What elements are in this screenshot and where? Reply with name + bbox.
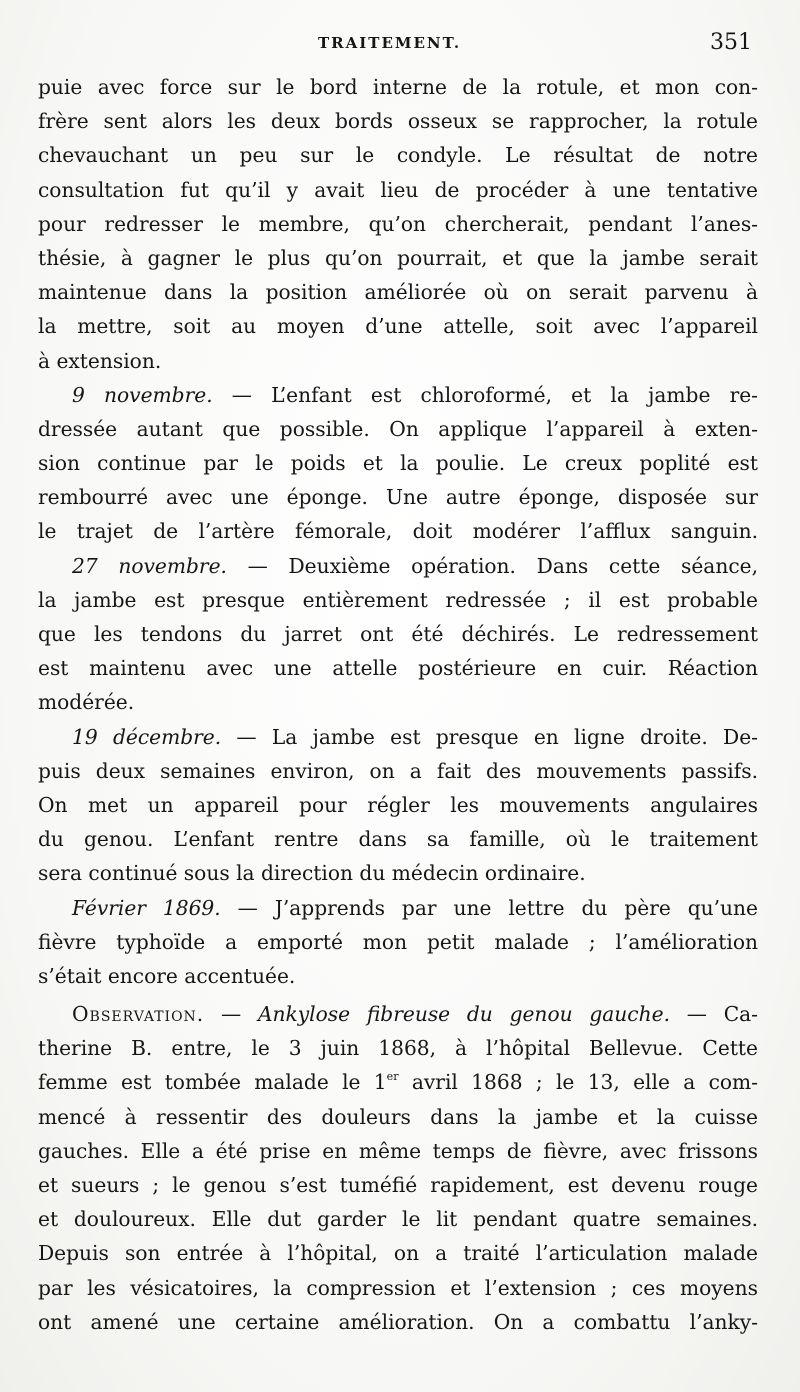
- paragraph-consultation: [38, 70, 758, 378]
- text-run: avril 1868 ; le 13, elle a com-: [398, 1070, 759, 1095]
- paragraph-27-novembre: [38, 549, 758, 720]
- text-line: pour redresser le membre, qu’on chercherait, pendant l’anes-: [38, 211, 758, 236]
- text-line: et sueurs ; le genou s’est tuméfié rapidement, est devenu rouge: [38, 1173, 758, 1197]
- observation-label: Observation.: [72, 1002, 205, 1027]
- text-line: frère sent alors les deux bords osseux se rapprocher, la rotule: [38, 109, 758, 134]
- text-line: dressée autant que possible. On applique l’appareil à exten-: [38, 416, 758, 441]
- text-line: puie avec force sur le bord interne de la rotule, et mon con-: [38, 75, 758, 99]
- text-line: rembourré avec une éponge. Une autre éponge, disposée sur: [38, 485, 758, 510]
- paragraph-fevrier-1869: [38, 891, 758, 994]
- paragraph-19-decembre: [38, 720, 758, 891]
- text-line: gauches. Elle a été prise en même temps de fièvre, avec frissons: [38, 1138, 758, 1163]
- text-line: [38, 1065, 758, 1099]
- text-line: maintenue dans la position améliorée où on serait parvenu à: [38, 280, 758, 305]
- text-line: à extension.: [38, 348, 162, 373]
- page-header: [36, 30, 758, 60]
- ordinal-superscript: er: [386, 1070, 399, 1084]
- text-line: [38, 378, 758, 412]
- observation-title: Ankylose fibreuse du genou gauche.: [257, 1002, 670, 1027]
- text-line: mencé à ressentir des douleurs dans la jambe et la cuisse: [38, 1104, 758, 1129]
- text-line: consultation fut qu’il y avait lieu de procéder à une tentative: [38, 177, 758, 202]
- text-line: sera continué sous la direction du médecin ordinaire.: [38, 861, 586, 886]
- text-line: [38, 891, 758, 925]
- paragraph-observation: [38, 997, 758, 1339]
- text-line: [38, 720, 758, 754]
- text-run: — Ca-: [669, 1002, 758, 1027]
- text-run: femme est tombée malade le 1: [38, 1070, 387, 1095]
- text-line: therine B. entre, le 3 juin 1868, à l’hôpital Bellevue. Cette: [38, 1036, 758, 1061]
- paragraph-9-novembre: [38, 378, 758, 549]
- text-line: du genou. L’enfant rentre dans sa famille, où le traitement: [38, 827, 758, 852]
- entry-date: 19 décembre.: [72, 724, 222, 749]
- text-line: [38, 549, 758, 583]
- text-run: — J’apprends par une lettre du père qu’une: [220, 895, 759, 920]
- entry-date: 9 novembre.: [72, 382, 213, 407]
- entry-date: 27 novembre.: [72, 553, 227, 578]
- entry-date: Février 1869.: [72, 895, 221, 920]
- text-line: le trajet de l’artère fémorale, doit modérer l’afflux sanguin.: [38, 519, 758, 544]
- text-line: s’était encore accentuée.: [38, 963, 296, 988]
- text-line: modérée.: [38, 690, 135, 715]
- text-run: — L’enfant est chloroformé, et la jambe re-: [212, 382, 758, 407]
- text-line: que les tendons du jarret ont été déchirés. Le redressement: [38, 622, 758, 646]
- text-line: ont amené une certaine amélioration. On a combattu l’anky-: [38, 1309, 758, 1334]
- text-line: On met un appareil pour régler les mouvements angulaires: [38, 792, 758, 817]
- text-line: thésie, à gagner le plus qu’on pourrait, et que la jambe serait: [38, 245, 758, 270]
- text-line: la jambe est presque entièrement redressée ; il est probable: [38, 587, 758, 612]
- text-line: [38, 997, 758, 1031]
- text-line: fièvre typhoïde a emporté mon petit malade ; l’amélioration: [38, 929, 758, 954]
- text-line: et douloureux. Elle dut garder le lit pendant quatre semaines.: [38, 1207, 758, 1232]
- page-number: 351: [710, 30, 752, 55]
- text-line: puis deux semaines environ, on a fait des mouvements passifs.: [38, 758, 758, 783]
- text-run: — La jambe est presque en ligne droite. De-: [221, 724, 758, 749]
- body-text: [38, 70, 758, 1339]
- text-line: est maintenu avec une attelle postérieure en cuir. Réaction: [38, 656, 758, 681]
- text-line: chevauchant un peu sur le condyle. Le résultat de notre: [38, 143, 758, 168]
- text-line: par les vésicatoires, la compression et l’extension ; ces moyens: [38, 1275, 758, 1300]
- text-run: — Deuxième opération. Dans cette séance,: [226, 553, 758, 578]
- running-head: TRAITEMENT.: [318, 34, 462, 52]
- text-run: —: [204, 1002, 258, 1027]
- text-line: sion continue par le poids et la poulie. Le creux poplité est: [38, 451, 758, 476]
- text-line: Depuis son entrée à l’hôpital, on a traité l’articulation malade: [38, 1241, 758, 1266]
- text-line: la mettre, soit au moyen d’une attelle, soit avec l’appareil: [38, 314, 758, 339]
